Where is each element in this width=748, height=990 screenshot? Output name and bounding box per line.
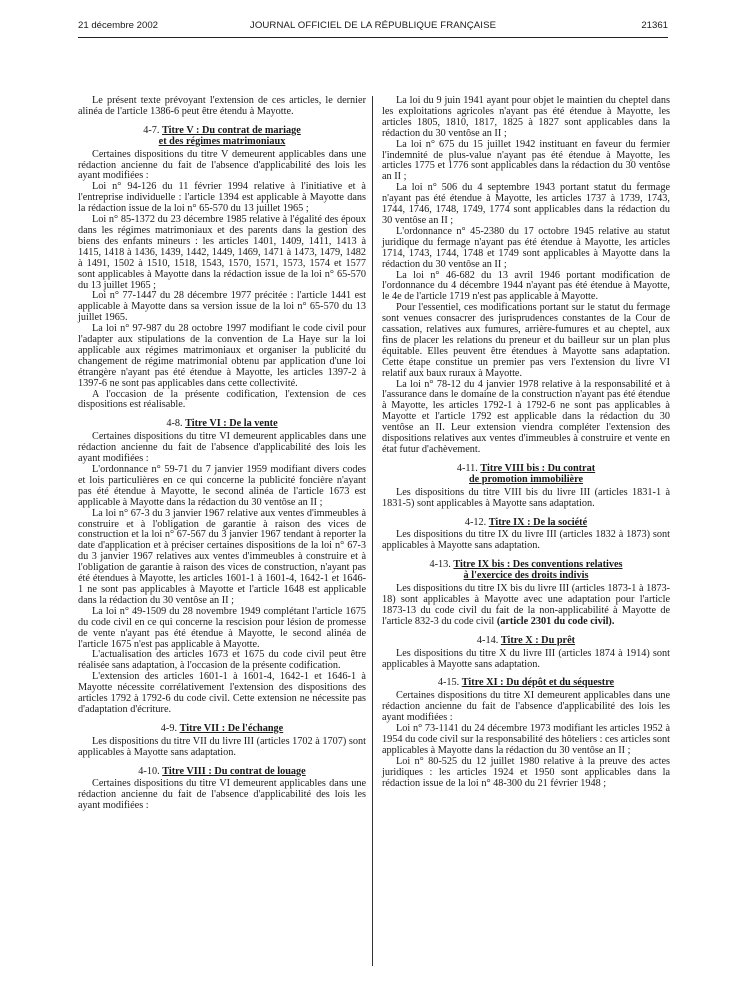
- section-title: Titre V : Du contrat de mariage: [162, 124, 301, 136]
- section-title: Titre XI : Du dépôt et du séquestre: [461, 677, 615, 689]
- section-number: 4-10.: [138, 765, 163, 777]
- paragraph: L'ordonnance n° 45-2380 du 17 octobre 1945 relative au statut juridique du fermage n'ayant pas été étendue à Mayotte, les articles 1714, 1743, 1744, 1748 et 1749 sont applicables à Mayotte dans la rédaction du 30 ventôse an II ;: [382, 225, 670, 270]
- section-title: Titre X : Du prêt: [500, 634, 576, 646]
- paragraph: L'ordonnance n° 59-71 du 7 janvier 1959 modifiant divers codes et lois particulières en ce qui concerne la publicité foncière n'ayant pas été étendue à Mayotte, le second alinéa de l'article 1673 est applicable à Mayotte dans la rédaction du 30 ventôse an II ;: [78, 464, 366, 508]
- journal-title: JOURNAL OFFICIEL DE LA RÉPUBLIQUE FRANÇAISE: [249, 20, 497, 31]
- section-heading-4-9: [78, 724, 366, 735]
- paragraph: A l'occasion de la présente codification, l'extension de ces dispositions est réalisable.: [78, 388, 366, 411]
- paragraph: La loi n° 46-682 du 13 avril 1946 portant modification de l'ordonnance du 4 décembre 1944 n'ayant pas été étendue à Mayotte, le 4e de l'article 1719 n'est pas applicable à Mayotte.: [382, 269, 670, 303]
- paragraph: Les dispositions du titre IX du livre III (articles 1832 à 1873) sont applicables à Mayotte sans adaptation.: [382, 529, 670, 552]
- paragraph: La loi n° 67-3 du 3 janvier 1967 relative aux ventes d'immeubles à construire et à l'obligation de garantie à raison des vices de construction et la loi n° 67-567 du 3 janvier 1967 tendant à reporter la date d'application et à préciser certaines dispositions de la loi n° 67-3 du 3 janvier 1967 relatives aux ventes d'immeubles à construire et à l'obligation de garantie à raison des vices de construction, n'ayant pas été étendues à Mayotte, les articles 1601-1 à 1601-4, 1642-1 et 1646-1 ne sont pas applicables à Mayotte et l'article 1648 est applicable dans la rédaction du 30 ventôse an II ;: [78, 507, 366, 606]
- header-rule: [78, 37, 668, 38]
- paragraph: La loi n° 78-12 du 4 janvier 1978 relative à la responsabilité et à l'assurance dans le domaine de la construction n'ayant pas été étendue à Mayotte, les articles 1792-1 à 1792-6 ne sont pas applicables à Mayotte et l'article 1792 est applicable dans la rédaction du 30 ventôse an II. Leur extension viendra compléter l'extension des dispositions relatives aux ventes d'immeubles à construire et vente en état futur d'achèvement.: [382, 378, 670, 455]
- paragraph: Les dispositions du titre VIII bis du livre III (articles 1831-1 à 1831-5) sont applicables à Mayotte sans adaptation.: [382, 486, 670, 509]
- paragraph: Loi n° 77-1447 du 28 décembre 1977 précitée : l'article 1441 est applicable à Mayotte dans sa version issue de la loi n° 65-570 du 13 juillet 1965.: [78, 290, 366, 324]
- paragraph-text: Les dispositions du titre IX bis du livre III (articles 1873-1 à 1873-18) sont applicables à Mayotte avec une adaptation pour l'article 1873-13 du code civil du fait de la non-applicabilité à Mayotte de l'article 832-3 du code civil: [382, 583, 670, 627]
- paragraph: Loi n° 80-525 du 12 juillet 1980 relative à la preuve des actes juridiques : les articles 1924 et 1950 sont applicables dans la rédaction issue de la loi n° 48-300 du 21 février 1948 ;: [382, 755, 670, 789]
- paragraph: L'extension des articles 1601-1 à 1601-4, 1642-1 et 1646-1 à Mayotte nécessite corrélativement l'extension des dispositions des articles 1792 à 1792-6 du code civil. Cette extension ne nécessite pas d'adaptation d'écriture.: [78, 671, 366, 715]
- column-divider: [372, 96, 373, 966]
- section-number: 4-8.: [166, 418, 186, 430]
- paragraph: Les dispositions du titre VII du livre III (articles 1702 à 1707) sont applicables à Mayotte sans adaptation.: [78, 735, 366, 758]
- section-heading-4-8: [78, 419, 366, 430]
- paragraph: L'actualisation des articles 1673 et 1675 du code civil peut être réalisée sans adaptation, à l'occasion de la présente codification.: [78, 649, 366, 672]
- paragraph: Certaines dispositions du titre XI demeurent applicables dans une rédaction ancienne du fait de l'absence d'applicabilité des lois les ayant modifiées :: [382, 690, 670, 724]
- paragraph: La loi n° 506 du 4 septembre 1943 portant statut du fermage n'ayant pas été étendue à Mayotte, les articles 1737 à 1739, 1743, 1744, 1746, 1748, 1749, 1774 sont applicables dans la rédaction du 30 ventôse an II ;: [382, 182, 670, 226]
- paragraph: Loi n° 73-1141 du 24 décembre 1973 modifiant les articles 1952 à 1954 du code civil sur la responsabilité des hôteliers : ces articles sont applicables à Mayotte dans la rédaction du 30 ventôse an II ;: [382, 723, 670, 756]
- section-title-line2: à l'exercice des droits indivis: [463, 570, 589, 582]
- paragraph: Le présent texte prévoyant l'extension de ces articles, le dernier alinéa de l'article 1386-6 peut être étendu à Mayotte.: [78, 95, 366, 117]
- paragraph: Loi n° 94-126 du 11 février 1994 relative à l'initiative et à l'entreprise individuelle : l'article 1394 est applicable à Mayotte dans la rédaction issue de la loi n° 65-570 du 13 juillet 1965 ;: [78, 181, 366, 215]
- section-heading-4-14: [382, 636, 670, 647]
- section-title: Titre VI : De la vente: [185, 418, 278, 430]
- section-title-line2: et des régimes matrimoniaux: [158, 135, 286, 147]
- header-date: 21 décembre 2002: [78, 20, 159, 31]
- section-heading-4-13: [382, 560, 670, 582]
- paragraph: Certaines dispositions du titre V demeurent applicables dans une rédaction ancienne du fait de l'absence d'applicabilité des lois les ayant modifiées :: [78, 148, 366, 182]
- section-number: 4-11.: [456, 462, 481, 474]
- section-title: Titre VII : De l'échange: [179, 722, 284, 734]
- section-heading-4-11: [382, 464, 670, 486]
- paragraph: Loi n° 85-1372 du 23 décembre 1985 relative à l'égalité des époux dans les régimes matrimoniaux et des parents dans la gestion des biens des enfants mineurs : les articles 1401, 1409, 1411, 1413 à 1415, 1418 à 1436, 1439, 1442, 1449, 1469, 1471 à 1473, 1479, 1482 à 1491, 1502 à 1510, 1518, 1543, 1570, 1571, 1573, 1574 et 1577 sont applicables à Mayotte dans la rédaction issue de la loi n° 65-570 du 13 juillet 1965 ;: [78, 214, 366, 291]
- section-heading-4-10: [78, 767, 366, 778]
- paragraph: La loi n° 49-1509 du 28 novembre 1949 complétant l'article 1675 du code civil en ce qui concerne la rescision pour lésion de promesse de vente n'ayant pas été étendue à Mayotte, le second alinéa de l'article 1675 n'est pas applicable à Mayotte.: [78, 605, 366, 650]
- page-number: 21361: [641, 20, 668, 31]
- section-number: 4-12.: [464, 516, 489, 528]
- section-heading-4-7: [78, 126, 366, 148]
- paragraph: Pour l'essentiel, ces modifications portant sur le statut du fermage sont venues consacrer des jurisprudences constantes de la Cour de cassation, relatives aux fumures, arrière-fumures et au cheptel, aux fins de placer les relations du preneur et du bailleur sur un plan plus équitable. Elles peuvent être étendues à Mayotte sans adaptation. Cette étape constitue un premier pas vers l'extension du livre VI relatif aux baux ruraux à Mayotte.: [382, 302, 670, 379]
- section-number: 4-14.: [476, 634, 501, 646]
- section-title: Titre IX : De la société: [488, 516, 588, 528]
- section-number: 4-7.: [143, 124, 163, 136]
- paragraph: Les dispositions du titre X du livre III (articles 1874 à 1914) sont applicables à Mayotte sans adaptation.: [382, 647, 670, 670]
- paragraph: Certaines dispositions du titre VI demeurent applicables dans une rédaction ancienne du fait de l'absence d'applicabilité des lois les ayant modifiées :: [78, 431, 366, 465]
- section-number: 4-15.: [437, 677, 462, 689]
- bold-reference: (article 2301 du code civil).: [496, 615, 615, 627]
- paragraph: La loi n° 97-987 du 28 octobre 1997 modifiant le code civil pour l'adapter aux stipulations de la convention de La Haye sur la loi applicable aux régimes matrimoniaux et organiser la publicité du changement de régime matrimonial obtenu par application d'une loi étrangère n'ayant pas été étendue à Mayotte, les articles 1397-2 à 1397-6 ne sont pas applicables dans cette collectivité.: [78, 323, 366, 389]
- section-number: 4-9.: [160, 722, 180, 734]
- section-number: 4-13.: [429, 559, 454, 571]
- section-title: Titre IX bis : Des conventions relatives: [453, 559, 623, 571]
- section-heading-4-12: [382, 518, 670, 529]
- paragraph: Certaines dispositions du titre VI demeurent applicables dans une rédaction ancienne du fait de l'absence d'applicabilité des lois les ayant modifiées :: [78, 778, 366, 812]
- section-title: Titre VIII bis : Du contrat: [480, 462, 596, 474]
- section-heading-4-15: [382, 678, 670, 689]
- left-column: [78, 96, 366, 812]
- section-title-line2: de promotion immobilière: [468, 473, 584, 485]
- paragraph: [382, 584, 670, 628]
- right-column: [382, 96, 670, 789]
- paragraph: La loi n° 675 du 15 juillet 1942 instituant en faveur du fermier l'indemnité de plus-value n'ayant pas été étendue à Mayotte, les articles 1775 et 1776 sont applicables dans la rédaction du 30 ventôse an II ;: [382, 138, 670, 183]
- paragraph: La loi du 9 juin 1941 ayant pour objet le maintien du cheptel dans les exploitations agricoles n'ayant pas été étendue à Mayotte, les articles 1805, 1810, 1817, 1825 à 1827 sont applicables dans la rédaction du 30 ventôse an II ;: [382, 95, 670, 139]
- page-header: [78, 20, 668, 36]
- section-title: Titre VIII : Du contrat de louage: [162, 765, 306, 777]
